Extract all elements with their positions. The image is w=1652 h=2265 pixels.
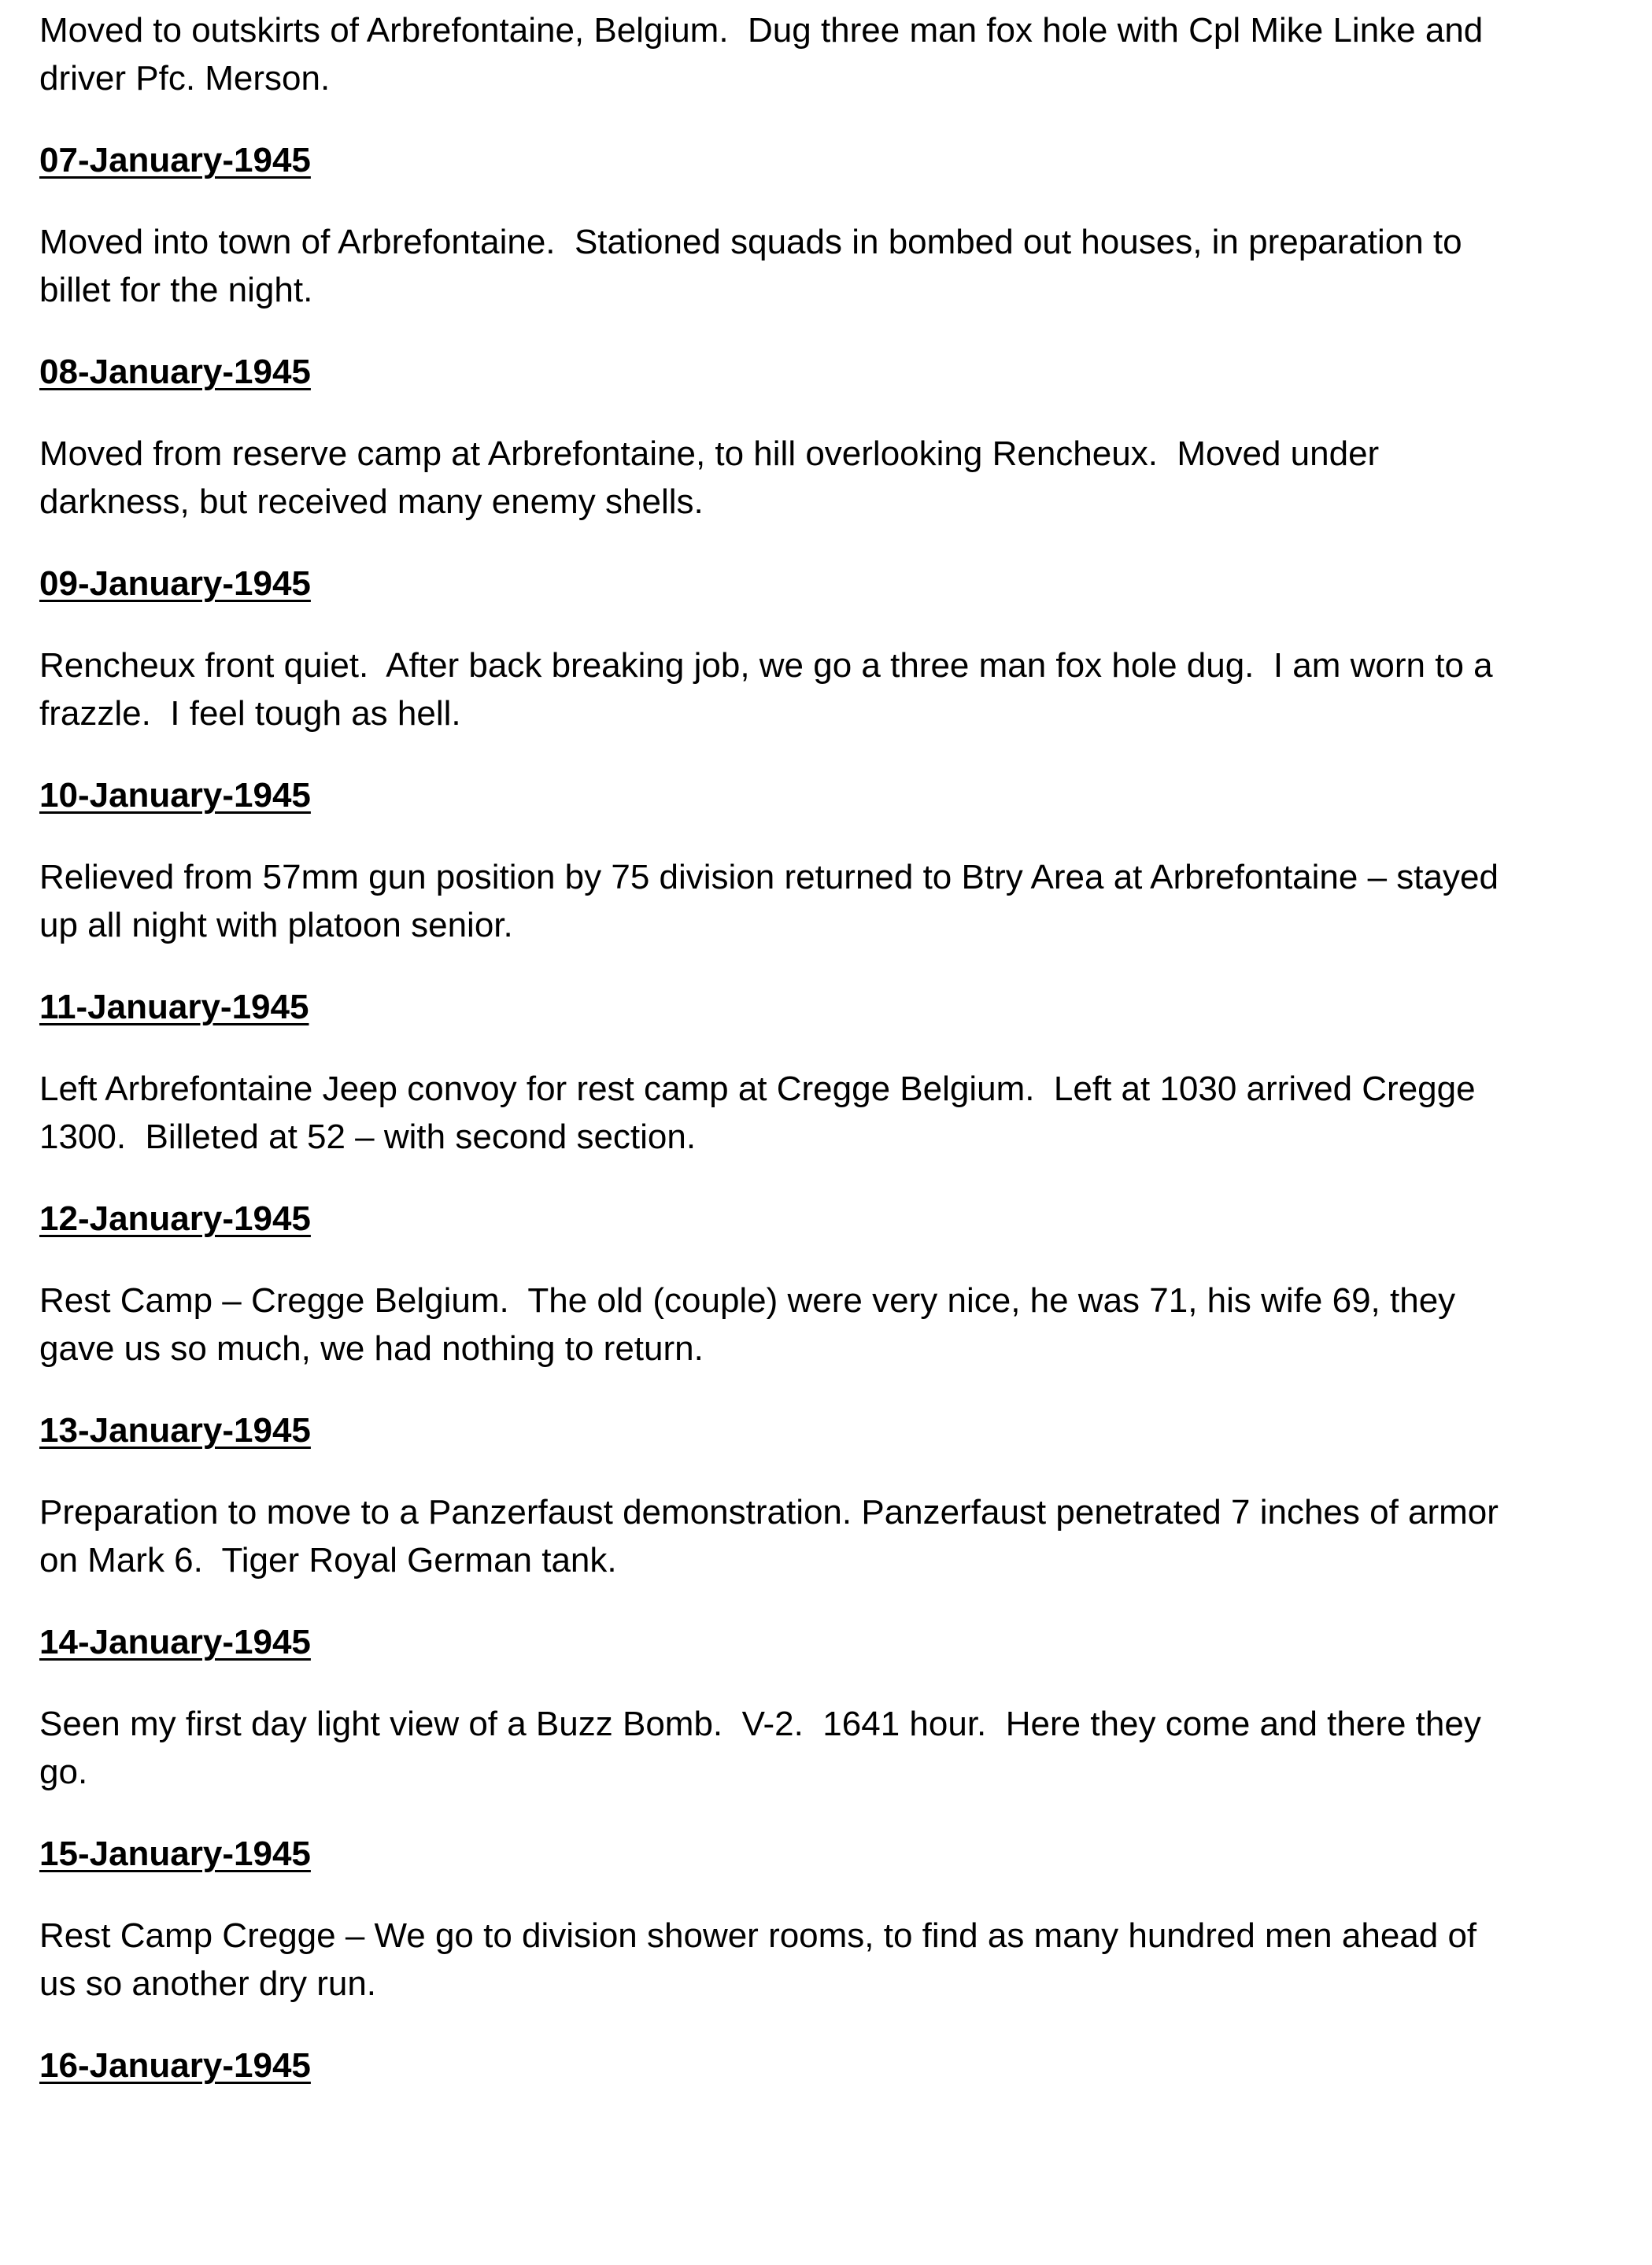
text-line: Moved from reserve camp at Arbrefontaine, to hill overlooking Rencheux. Moved under: [39, 434, 1380, 473]
entry-paragraph: [39, 853, 1606, 949]
text-line: go.: [39, 1753, 88, 1791]
text-line: billet for the night.: [39, 271, 313, 309]
text-line: darkness, but received many enemy shells.: [39, 482, 704, 521]
entry-date-heading: 12-January-1945: [39, 1199, 311, 1238]
intro-paragraph: [39, 6, 1606, 102]
text-line: Rest Camp Cregge – We go to division shower rooms, to find as many hundred men ahead of: [39, 1916, 1477, 1955]
entry-date-heading: 16-January-1945: [39, 2046, 311, 2085]
text-line: Moved into town of Arbrefontaine. Stationed squads in bombed out houses, in preparation to: [39, 223, 1462, 261]
entry-date-heading: 08-January-1945: [39, 353, 311, 391]
entry-paragraph: [39, 1277, 1606, 1373]
entry-paragraph: [39, 1700, 1606, 1796]
text-line: Relieved from 57mm gun position by 75 division returned to Btry Area at Arbrefontaine – stayed: [39, 858, 1499, 896]
entry-date-heading: 09-January-1945: [39, 564, 311, 603]
document-page: [39, 6, 1606, 2089]
entry-paragraph: [39, 1065, 1606, 1161]
text-line: up all night with platoon senior.: [39, 906, 513, 944]
entry-paragraph: [39, 1912, 1606, 2008]
entry-date-heading: 13-January-1945: [39, 1411, 311, 1450]
entry-paragraph: [39, 1488, 1606, 1584]
entry-date-heading: 11-January-1945: [39, 988, 309, 1026]
text-line: gave us so much, we had nothing to return.: [39, 1329, 704, 1368]
text-line: frazzle. I feel tough as hell.: [39, 694, 461, 733]
entry-date-heading: 14-January-1945: [39, 1623, 311, 1661]
text-line: 1300. Billeted at 52 – with second section.: [39, 1118, 697, 1156]
text-line: Moved to outskirts of Arbrefontaine, Belgium. Dug three man fox hole with Cpl Mike Linke and: [39, 11, 1484, 50]
entry-date-heading: 10-January-1945: [39, 776, 311, 815]
text-line: on Mark 6. Tiger Royal German tank.: [39, 1541, 617, 1580]
text-line: Left Arbrefontaine Jeep convoy for rest camp at Cregge Belgium. Left at 1030 arrived Cregge: [39, 1070, 1476, 1108]
entry-date-heading: 07-January-1945: [39, 141, 311, 179]
entry-paragraph: [39, 641, 1606, 737]
text-line: Seen my first day light view of a Buzz Bomb. V-2. 1641 hour. Here they come and there they: [39, 1705, 1481, 1743]
entry-paragraph: [39, 430, 1606, 526]
entry-date-heading: 15-January-1945: [39, 1835, 311, 1873]
text-line: driver Pfc. Merson.: [39, 59, 331, 98]
entry-paragraph: [39, 218, 1606, 314]
text-line: Rest Camp – Cregge Belgium. The old (couple) were very nice, he was 71, his wife 69, they: [39, 1281, 1456, 1320]
text-line: Rencheux front quiet. After back breaking job, we go a three man fox hole dug. I am worn to a: [39, 646, 1493, 685]
text-line: Preparation to move to a Panzerfaust demonstration. Panzerfaust penetrated 7 inches of armor: [39, 1493, 1499, 1532]
text-line: us so another dry run.: [39, 1964, 377, 2003]
